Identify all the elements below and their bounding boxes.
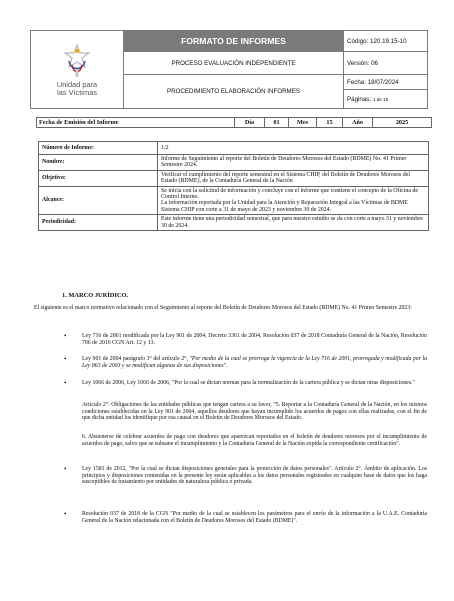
bullet-2-law: Ley 901 de 2004 parágrafo 3° del artículo 2°, (82, 356, 190, 362)
bullet-3-symbol: • (64, 379, 67, 387)
dia-value: 01 (265, 118, 289, 128)
logo-text: Unidad para las Víctimas (56, 79, 98, 97)
bullet-1-symbol: • (64, 332, 67, 340)
bullet-2-text (82, 356, 427, 369)
bullet-4-symbol: • (64, 465, 67, 473)
alcance-value (158, 186, 429, 215)
nombre-value: Informe de Seguimiento al reporte del Boletín de Deudores Morosos del Estado (BDME) No. 41 Primer Semestre 2024. (158, 155, 429, 171)
numero-value: 1/2 (158, 142, 429, 155)
section-heading: 1. MARCO JURÍDICO. (62, 292, 129, 299)
periodicidad-value: Este informe tiene una periodicidad semestral, que para nuestro estudio se da con corte a mayo 31 y noviembre 30 de 2024. (158, 215, 429, 231)
document-header (30, 30, 428, 109)
objetivo-label: Objetivo: (39, 170, 158, 186)
bullet-1-text: Ley 716 de 2001 modificada por la Ley 901 de 2004, Decreto 3361 de 2004, Resolución 037 de 2018 Contaduría General de la Nación, Resolución 706 de 2016 CGN Art. 12 y 13. (82, 333, 427, 346)
bullet-5-text: Resolución 037 de 2018 de la CGN "Por medio de la cual se establecen los parámetros para el envío de la información a la U.A.E. Contaduría General de la Nación relacionada con el Boletín de Deudores Morosos del Estado (BDME)". (82, 511, 427, 524)
nombre-label: Nombre: (39, 155, 158, 171)
article-6-paragraph: 6. Abstenerse de celebrar acuerdos de pago con deudores que aparezcan reportados en el boletín de deudores morosos por el incumplimiento de acuerdos de pago, salvo que se subsane el incumplimiento y la Contaduría General de la Nación expida la correspondiente certificación". (82, 434, 427, 447)
pages-cell (344, 90, 428, 109)
procedure-cell: PROCEDIMIENTO ELABORACIÓN INFORMES (124, 75, 344, 109)
pages-value: 1 de 15 (372, 96, 389, 102)
process-cell: PROCESO EVALUACIÓN INDEPENDIENTE (124, 52, 344, 75)
date-cell: Fecha: 18/07/2024 (344, 75, 428, 90)
code-cell: Código: 120.19.15-10 (344, 31, 428, 52)
numero-label: Número de Informe: (39, 142, 158, 155)
bullet-3-text: Ley 1066 de 2006, Ley 1066 de 2006, "Por la cual se dictan normas para la normalización de la cartera pública y se dictan otras disposiciones." (82, 380, 415, 386)
unidad-victimas-logo (60, 43, 94, 79)
emission-date-table (36, 117, 432, 128)
bullet-2-quote: "Por medio de la cual se prorroga la vigencia de la Ley 716 de 2001, prorrogada y modificada por la Ley 863 de 2003 y se modifican algunas de sus disposiciones". (82, 356, 427, 369)
alcance-paragraph-1: Se inicia con la solicitud de información y concluye con el informe que contiene el concepto de la Oficina de Control Interno. (161, 187, 418, 201)
mes-value: 15 (317, 118, 343, 128)
mes-label: Mes (289, 118, 317, 128)
article-2-paragraph: Artículo 2°. Obligaciones de las entidades públicas que tengan cartera a su favor, "5. Reportar a la Contaduría General de la Nación, en los mismos condiciones establecidas en la Ley 901 de 2004, aquellos deudores que hayan incumplido los acuerdos de pagos con ellas realizadas, con el fin de que dicha entidad los identifique por esa causal en el Boletín de Deudores Morosos del Estado. (82, 402, 427, 421)
ano-value: 2025 (373, 118, 432, 128)
pages-label: Páginas: (347, 95, 372, 103)
objetivo-value: Verificar el cumplimiento del reporte semestral en el Sistema CHIP, del Boletín de Deudores Morosos del Estado (BDME), de la Contaduría General de la Nación (158, 170, 429, 186)
logo-cell (31, 31, 124, 109)
bullet-5-symbol: • (64, 510, 67, 518)
alcance-label: Alcance: (39, 186, 158, 215)
bullet-2-symbol: • (64, 355, 67, 363)
bullet-4-text: Ley 1581 de 2012, "Por la cual se dictan disposiciones generales para la protección de datos personales". Artículo 2°. Ámbito de aplicación. Los principios y disposiciones contenidas en la presente ley serán aplicables a los datos personales registrados en cualquier base de datos que los haga susceptibles de tratamiento por entidades de naturaleza pública o privada. (82, 466, 427, 485)
format-title: FORMATO DE INFORMES (124, 31, 344, 52)
emission-label: Fecha de Emisión del Informe (37, 118, 235, 128)
report-info-table (38, 141, 429, 231)
dia-label: Día (235, 118, 265, 128)
section-intro: El siguiente es el marco normativo relacionado con el Seguimiento al reporte del Boletín de Deudores Morosos del Estado (BDME) No. 41 Primer Semestre 2023: (34, 305, 412, 311)
version-cell: Versión: 06 (344, 52, 428, 75)
alcance-paragraph-2: La información reportada por la Unidad para la Atención y Reparación Integral a las Víctimas de BDME Sistema CHIP con corte a 31 de mayo de 2023 y noviembre 30 de 2024. (161, 200, 408, 213)
ano-label: Año (343, 118, 373, 128)
periodicidad-label: Periodicidad: (39, 215, 158, 231)
